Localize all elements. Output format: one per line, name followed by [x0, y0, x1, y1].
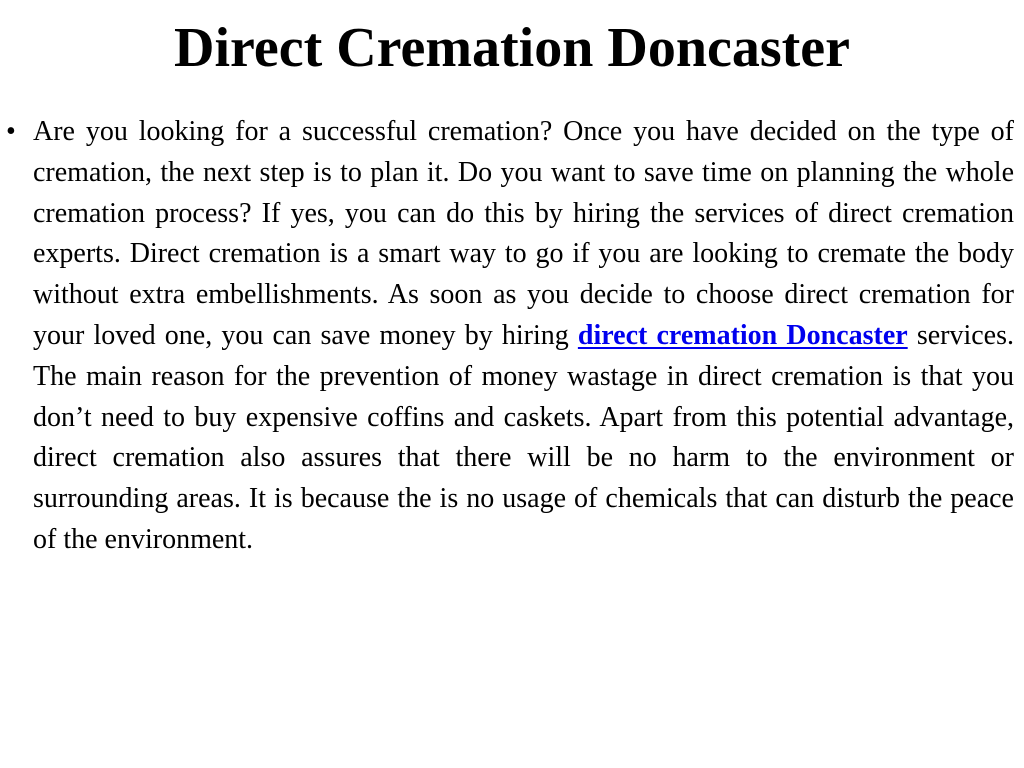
bullet-item: [6, 112, 1015, 561]
bullet-list: [0, 112, 1024, 561]
direct-cremation-doncaster-link[interactable]: direct cremation Doncaster: [577, 319, 908, 351]
slide-title: Direct Cremation Doncaster: [174, 17, 850, 79]
bullet-point-icon: •: [6, 116, 16, 147]
paragraph-text-after-link: services. The main reason for the prevention of money wastage in direct cremation is that you don’t need to buy expensive coffins and caskets. Apart from this potential advantage, direct cremation also assures that there will be no harm to the environment or surrounding areas. It is because the is no usage of chemicals that can disturb the peace of the environment.: [33, 319, 1015, 555]
paragraph-text-before-link: Are you looking for a successful cremation? Once you have decided on the type of cremation, the next step is to plan it. Do you want to save time on planning the whole cremation process? If yes, you can do this by hiring the services of direct cremation experts. Direct cremation is a smart way to go if you are looking to cremate the body without extra embellishments. As soon as you decide to choose direct cremation for your loved one, you can save money by hiring: [33, 116, 1014, 351]
